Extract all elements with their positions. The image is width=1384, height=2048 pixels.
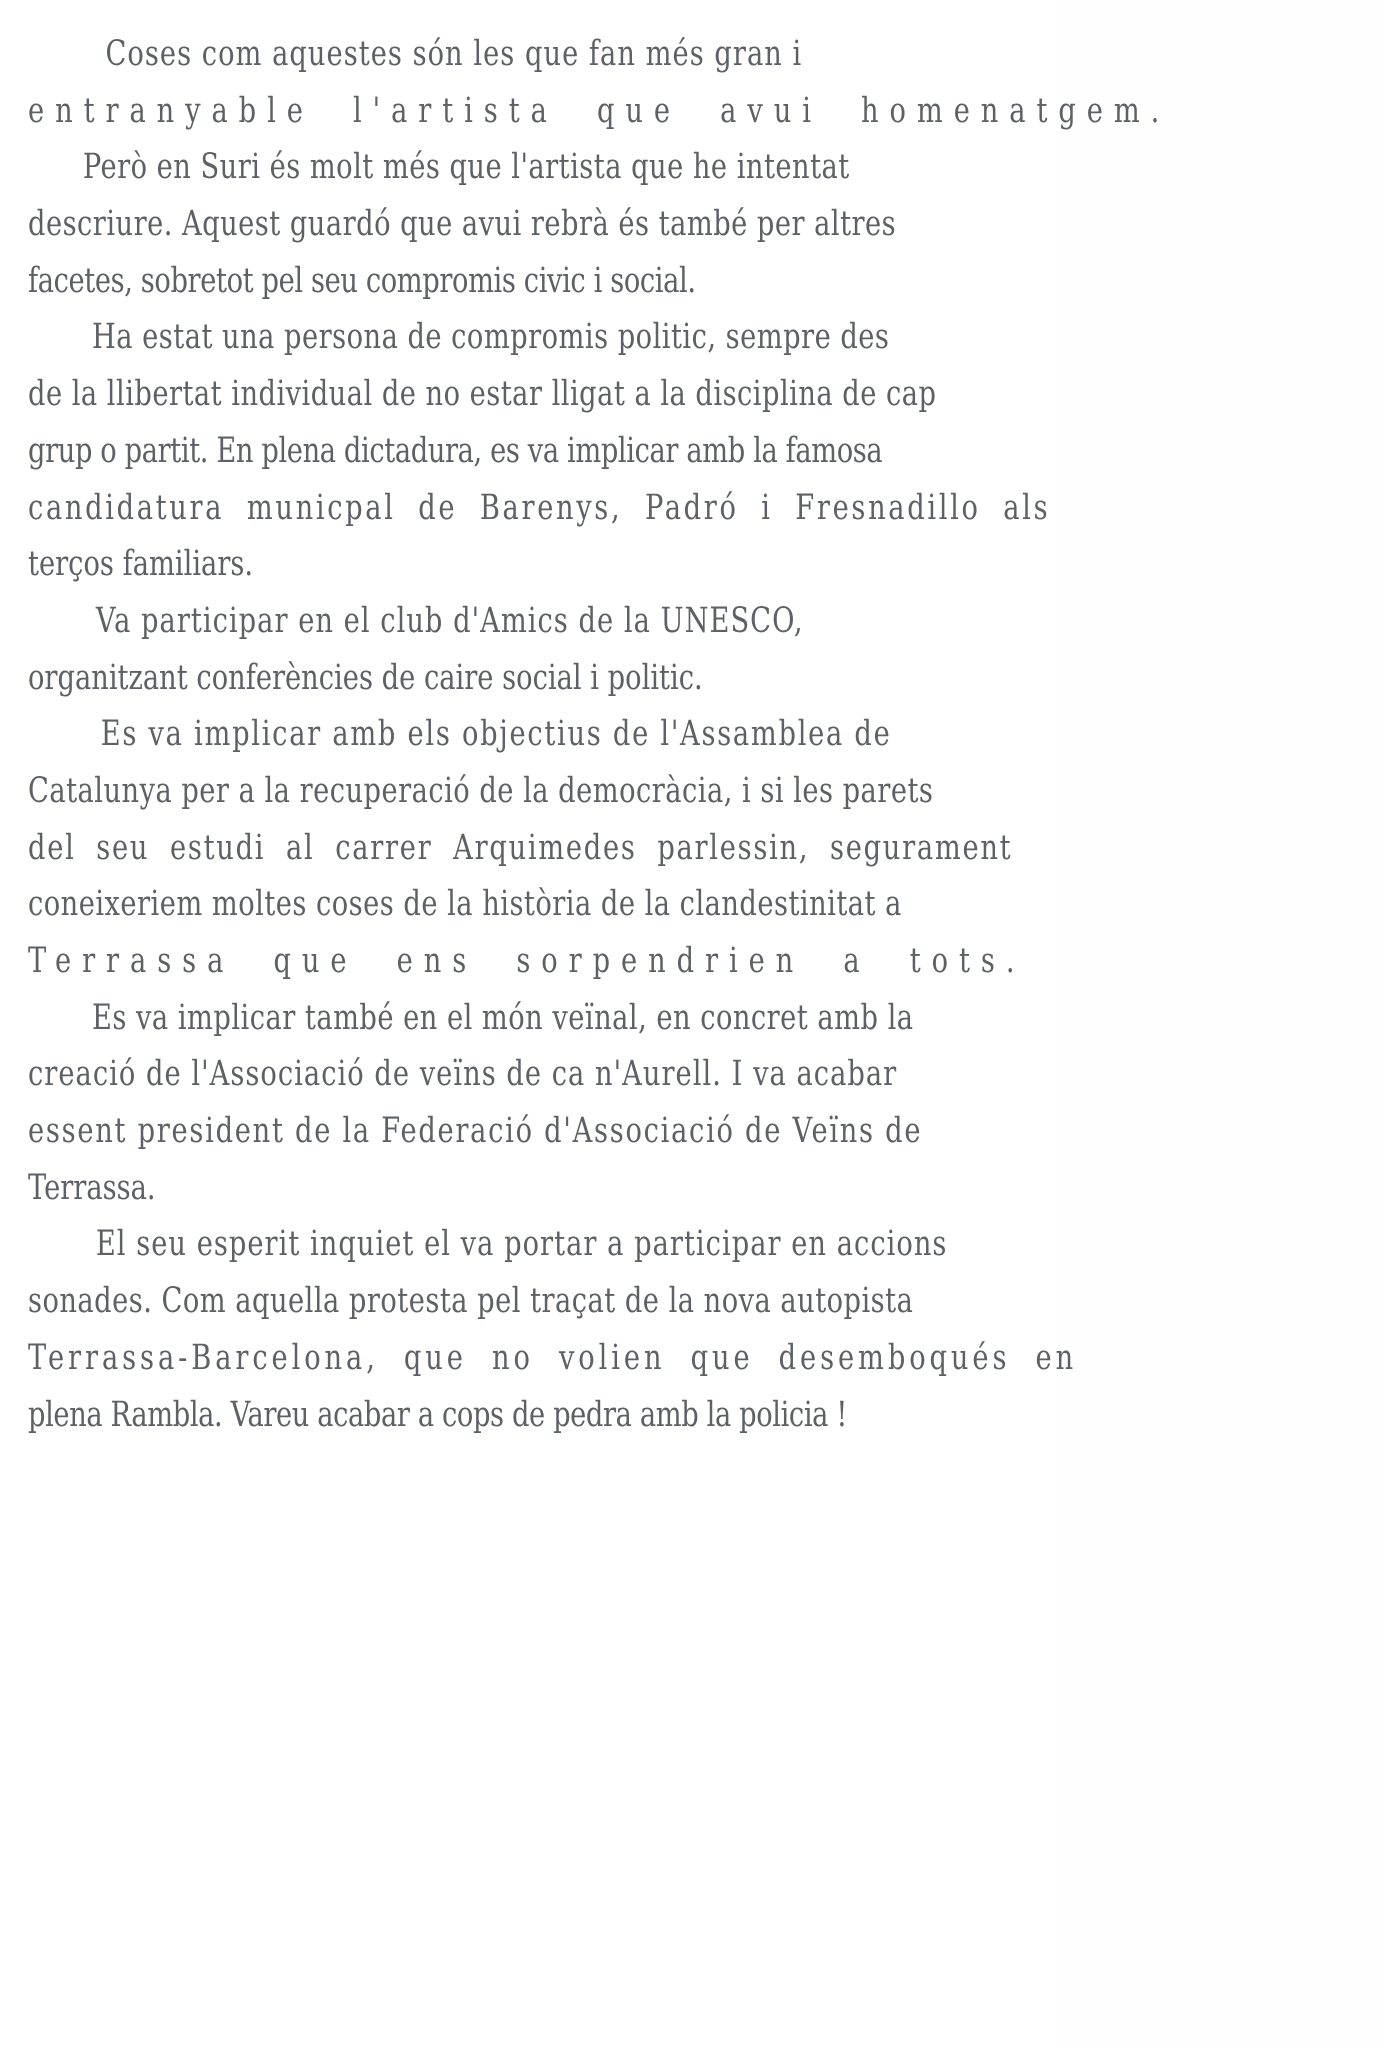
text-line: Coses com aquestes són les que fan més gran i (28, 34, 803, 74)
paragraph (28, 593, 1018, 706)
text-line: entranyable l'artista que avui homenatgem. (28, 90, 1171, 131)
paragraph (28, 309, 1051, 592)
text-line: sonades. Com aquella protesta pel traçat de la nova autopista (28, 1281, 914, 1322)
text-line: Terrassa que ens sorpendrien a tots. (28, 941, 1026, 981)
text-line: grup o partit. En plena dictadura, es va implicar amb la famosa (28, 430, 883, 471)
text-line: Però en Suri és molt més que l'artista que he intentat (28, 147, 850, 188)
paragraph (28, 990, 1018, 1217)
text-line: candidatura municpal de Barenys, Padró i Fresnadillo als (28, 487, 1051, 528)
paragraph (28, 1216, 1078, 1443)
text-line: Terrassa-Barcelona, que no volien que desemboqués en (28, 1337, 1078, 1378)
document-text-body (28, 26, 1171, 1443)
paragraph (28, 139, 1018, 309)
text-line: Ha estat una persona de compromis politic, sempre des (28, 317, 890, 358)
text-line: facetes, sobretot pel seu compromis civic i social. (28, 260, 696, 301)
paragraph (28, 26, 1171, 139)
text-line: Va participar en el club d'Amics de la UNESCO, (28, 600, 804, 641)
text-line: Es va implicar també en el món veïnal, en concret amb la (28, 997, 914, 1038)
text-line: creació de l'Associació de veïns de ca n'Aurell. I va acabar (28, 1054, 898, 1095)
text-line: organitzant conferències de caire social i politic. (28, 657, 703, 698)
text-line: Es va implicar amb els objectius de l'Assamblea de (28, 714, 892, 755)
text-line: coneixeriem moltes coses de la història de la clandestinitat a (28, 884, 902, 925)
text-line: descriure. Aquest guardó que avui rebrà és també per altres (28, 204, 897, 245)
text-line: del seu estudi al carrer Arquimedes parlessin, segurament (28, 827, 1013, 868)
paragraph (28, 706, 1026, 989)
text-line: Catalunya per a la recuperació de la democràcia, i si les parets (28, 770, 934, 811)
text-line: plena Rambla. Vareu acabar a cops de pedra amb la policia ! (28, 1394, 847, 1435)
text-line: terços familiars. (28, 544, 254, 585)
text-line: Terrassa. (28, 1167, 156, 1208)
text-line: de la llibertat individual de no estar lligat a la disciplina de cap (28, 374, 937, 415)
text-line: essent president de la Federació d'Associació de Veïns de (28, 1111, 923, 1152)
text-line: El seu esperit inquiet el va portar a participar en accions (28, 1224, 948, 1265)
